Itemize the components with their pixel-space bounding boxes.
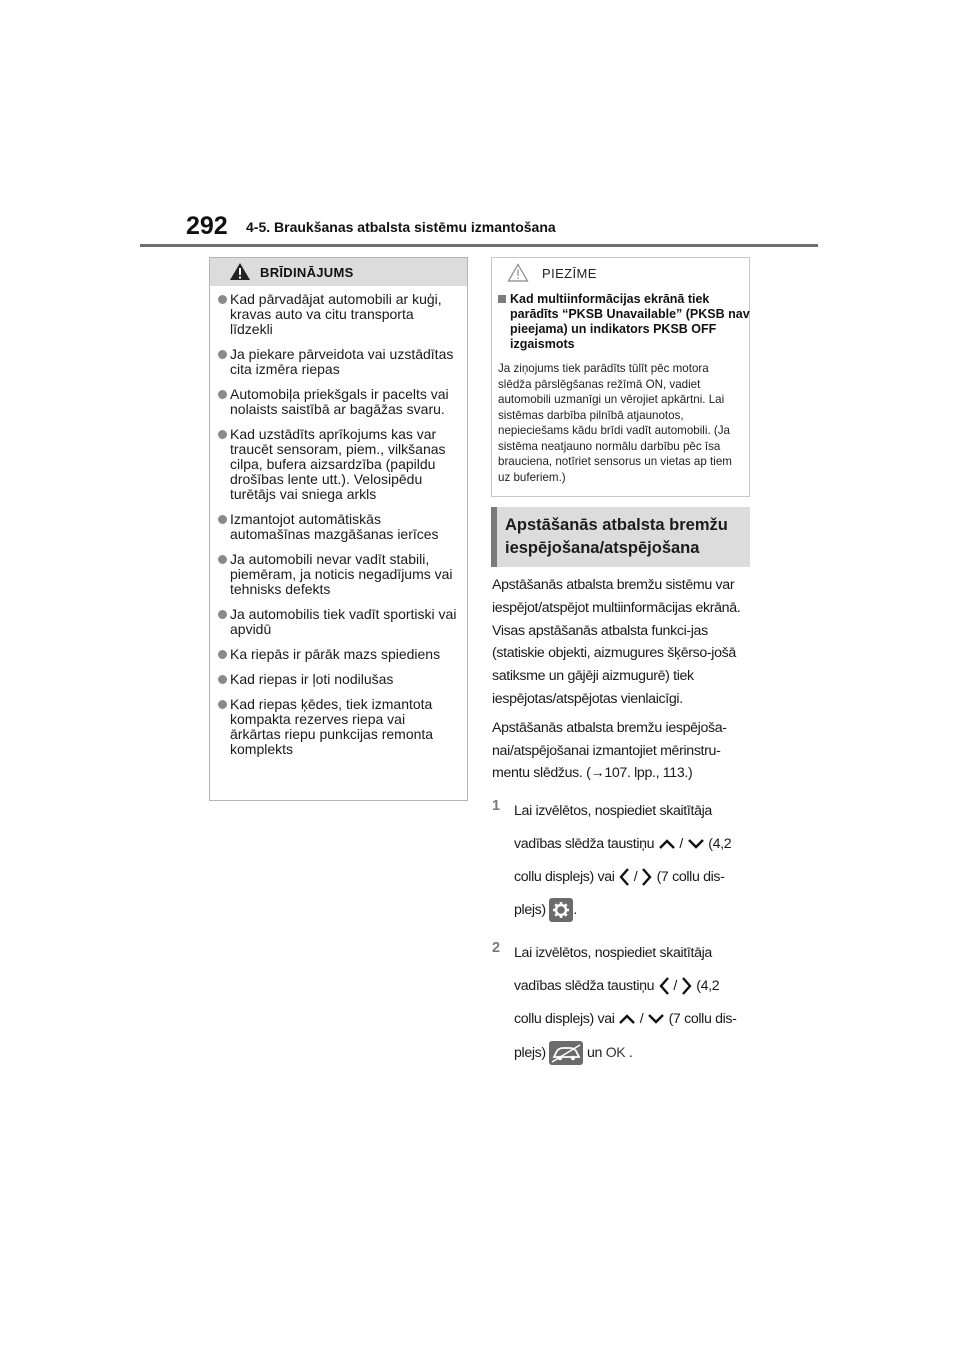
bullet-icon [218,700,227,709]
list-item: Kad pārvadājat automobili ar kuģi, kravas auto va citu transporta līdzekli [218,292,457,337]
list-item: Automobiļa priekšgals ir pacelts vai nolaists saistībā ar bagāžas svaru. [218,387,457,417]
note-title: PIEZĪME [542,266,597,281]
chevron-up-icon [618,1013,636,1025]
warning-list [210,286,467,757]
chevron-left-icon [618,867,630,887]
header-rule [140,244,818,247]
bullet-icon [218,430,227,439]
step-number: 2 [492,940,500,957]
paragraph: Apstāšanās atbalsta bremžu sistēmu var iespējot/atspējot multiinformācijas ekrānā. Visas apstāšanās atbalsta funkci-jas (statiskie objekti, aizmugures šķērso-jošā satiksme un gājēji aizmugurē) tiek iespējotas/atspējotas vienlaicīgi. [492,577,741,707]
chevron-down-icon [687,838,705,850]
note-body: Ja ziņojums tiek parādīts tūlīt pēc motora slēdža pārslēgšanas režīmā ON, vadiet automobili uzmanīgi un vērojiet apkārtni. Lai sistēmas darbība pilnībā atjaunotos, nepieciešams kādu brīdi vadīt automobili. (Ja sistēma neatjauno normālu darbību pēc īsa brauciena, notīriet sensorus un vietas ap tiem uz buferiem.) [498,362,732,484]
list-item: Kad riepas ķēdes, tiek izmantota kompakta rezerves riepa vai ārkārtas riepu punkcijas remonta komplekts [218,697,457,757]
main-text [492,574,752,1069]
paragraph: Apstāšanās atbalsta bremžu iespējoša-nai/atspējošanai izmantojiet mērinstru-mentu slēdžus. (→107. lpp., 113.) [492,719,727,782]
list-item: Ja automobilis tiek vadīt sportiski vai apvidū [218,607,457,637]
chevron-right-icon [681,976,693,996]
bullet-icon [218,610,227,619]
warning-header [210,258,467,286]
step-number: 1 [492,798,500,815]
page-number: 292 [186,212,228,240]
section-heading [491,507,750,567]
bullet-icon [218,555,227,564]
square-bullet-icon [498,295,506,303]
warning-triangle-icon [229,262,251,281]
bullet-icon [218,390,227,399]
note-header [492,258,749,286]
note-box [491,257,750,497]
car-icon [549,1041,583,1065]
section-title: 4-5. Braukšanas atbalsta sistēmu izmantošana [246,219,556,235]
warning-box [209,257,468,801]
list-item: Ja piekare pārveidota vai uzstādītas cita izmēra riepas [218,347,457,377]
chevron-right-icon [641,867,653,887]
note-triangle-icon [507,263,529,282]
chevron-up-icon [658,838,676,850]
chevron-left-icon [658,976,670,996]
warning-title: BRĪDINĀJUMS [260,265,354,280]
list-item: Ja automobili nevar vadīt stabili, piemēram, ja noticis negadījums vai tehnisks defekts [218,552,457,597]
step-2: 2 Lai izvēlētos, nospiediet skaitītāja vadības slēdža taustiņu / (4,2 collu displejs) vai / (7 collu dis- plejs) un OK . [492,937,752,1069]
note-heading: Kad multiinformācijas ekrānā tiek parādīts “PKSB Unavailable” (PKSB nav pieejama) un indikators PKSB OFF izgaismots [498,292,750,352]
bullet-icon [218,515,227,524]
list-item: Ka riepās ir pārāk mazs spiediens [218,647,457,662]
bullet-icon [218,295,227,304]
step-1: 1 Lai izvēlētos, nospiediet skaitītāja vadības slēdža taustiņu / (4,2 collu displejs) vai / (7 collu dis- plejs) . [492,795,752,927]
list-item: Kad uzstādīts aprīkojums kas var traucēt sensoram, piem., vilkšanas cilpa, bufera aizsardzība (papildu drošības lente utt.). Velosipēdu turētājs vai sniega arkls [218,427,457,502]
ok-label: OK [605,1044,626,1061]
gear-icon [549,898,573,922]
chevron-down-icon [647,1013,665,1025]
list-item: Kad riepas ir ļoti nodilušas [218,672,457,687]
bullet-icon [218,650,227,659]
heading-bar [491,507,497,567]
bullet-icon [218,350,227,359]
bullet-icon [218,675,227,684]
section-heading-text: Apstāšanās atbalsta bremžu iespējošana/atspējošana [505,516,728,557]
list-item: Izmantojot automātiskās automašīnas mazgāšanas ierīces [218,512,457,542]
